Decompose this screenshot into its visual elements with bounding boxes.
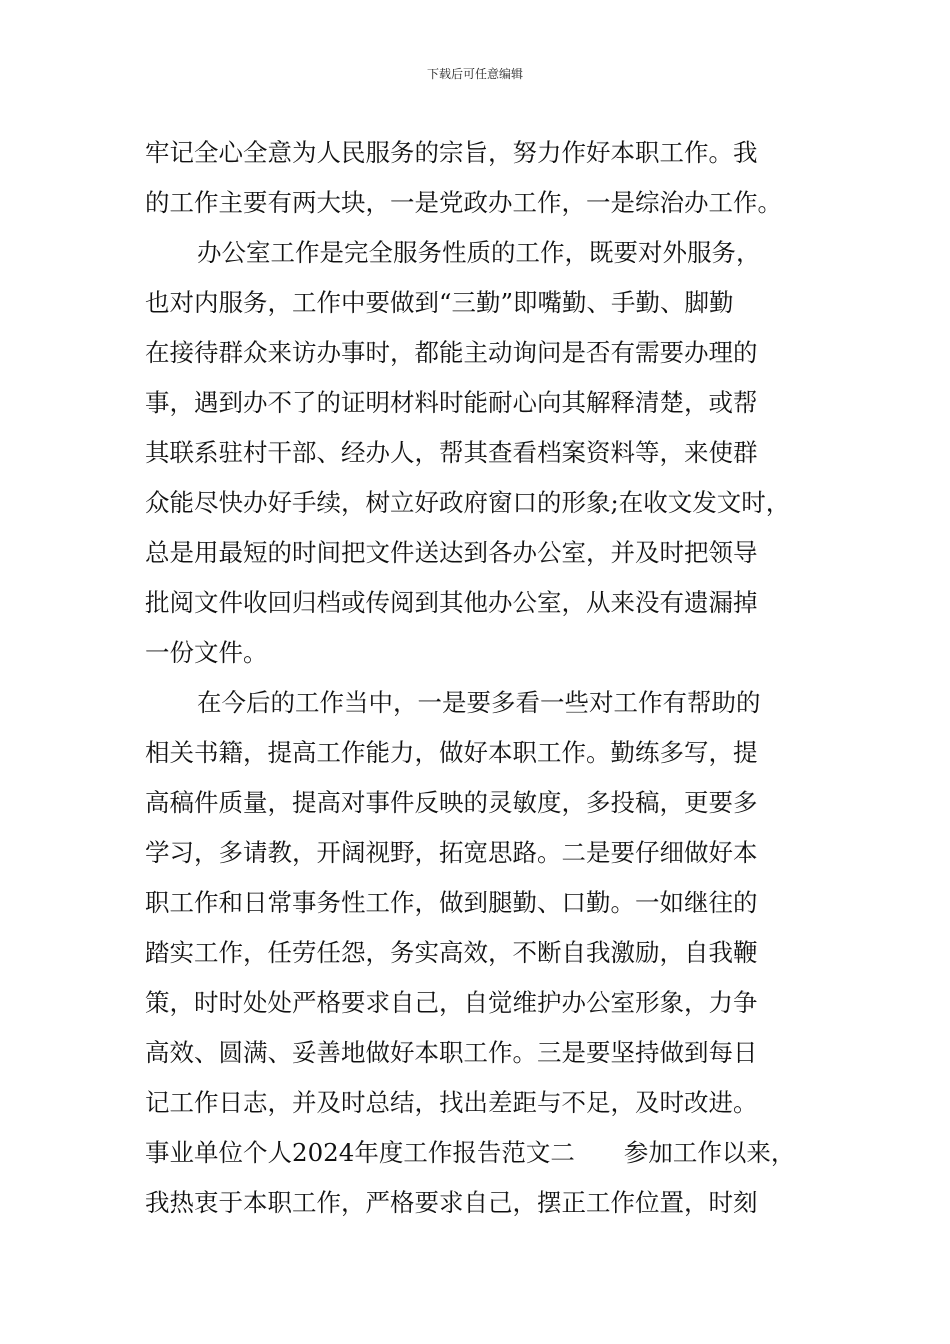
paragraph-start-line: 办公室工作是完全服务性质的工作，既要对外服务， [197, 238, 761, 267]
text-line: 一份文件。 [145, 638, 268, 667]
text-line: 众能尽快办好手续，树立好政府窗口的形象;在收文发文时， [145, 488, 791, 517]
text-line: 高稿件质量，提高对事件反映的灵敏度，多投稿，更要多 [145, 788, 758, 817]
text-line: 其联系驻村干部、经办人，帮其查看档案资料等，来使群 [145, 438, 758, 467]
text-line: 批阅文件收回归档或传阅到其他办公室，从来没有遗漏掉 [145, 588, 758, 617]
text-line: 牢记全心全意为人民服务的宗旨，努力作好本职工作。我 [145, 138, 758, 167]
text-line: 的工作主要有两大块，一是党政办工作，一是综治办工作。 [145, 188, 782, 217]
text-line: 职工作和日常事务性工作，做到腿勤、口勤。一如继往的 [145, 888, 758, 917]
text-line: 在接待群众来访办事时，都能主动询问是否有需要办理的 [145, 338, 758, 367]
text-line: 策，时时处处严格要求自己，自觉维护办公室形象，力争 [145, 988, 758, 1017]
text-line: 我热衷于本职工作，严格要求自己，摆正工作位置，时刻 [145, 1188, 758, 1217]
text-line: 学习，多请教，开阔视野，拓宽思路。二是要仔细做好本 [145, 838, 758, 867]
text-line: 高效、圆满、妥善地做好本职工作。三是要坚持做到每日 [145, 1038, 758, 1067]
page-header: 下载后可任意编辑 [426, 67, 523, 81]
text-line: 也对内服务，工作中要做到“三勤”即嘴勤、手勤、脚勤 [145, 288, 734, 317]
paragraph-start-line: 在今后的工作当中，一是要多看一些对工作有帮助的 [197, 688, 761, 717]
document-body [145, 128, 825, 1228]
text-line: 踏实工作，任劳任怨，务实高效，不断自我激励，自我鞭 [145, 938, 758, 967]
text-line: 总是用最短的时间把文件送达到各办公室，并及时把领导 [145, 538, 758, 567]
text-line: 相关书籍，提高工作能力，做好本职工作。勤练多写，提 [145, 738, 758, 767]
text-line: 记工作日志，并及时总结，找出差距与不足，及时改进。 [145, 1088, 758, 1117]
section-title-line: 事业单位个人2024年度工作报告范文二 参加工作以来， [145, 1138, 796, 1167]
text-line: 事，遇到办不了的证明材料时能耐心向其解释清楚，或帮 [145, 388, 758, 417]
